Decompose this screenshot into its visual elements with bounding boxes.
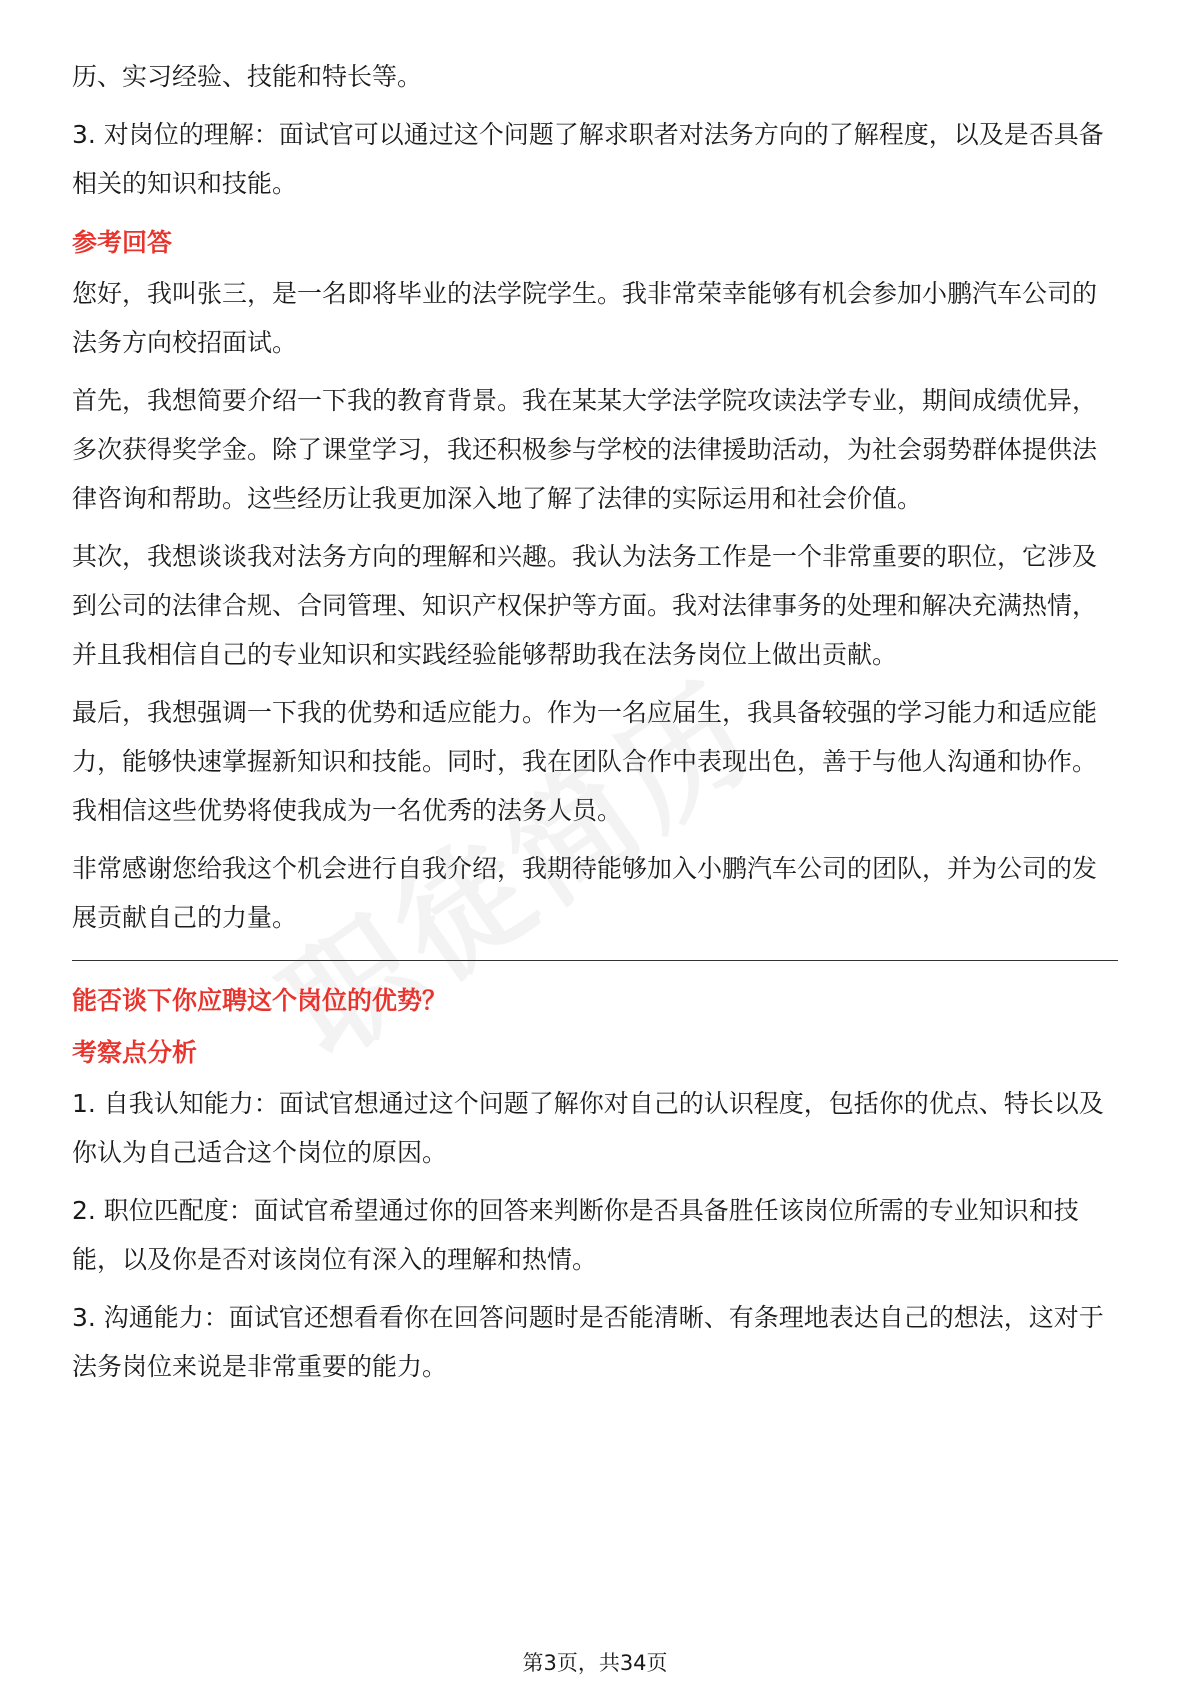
page-content bbox=[72, 52, 1120, 1400]
question-title: 能否谈下你应聘这个岗位的优势？ bbox=[72, 986, 448, 1015]
answer-paragraph: 首先，我想简要介绍一下我的教育背景。我在某某大学法学院攻读法学专业，期间成绩优异，多次获得奖学金。除了课堂学习，我还积极参与学校的法律援助活动，为社会弱势群体提供法律咨询和帮助。这些经历让我更加深入地了解了法律的实际运用和社会价值。 bbox=[72, 386, 1098, 513]
analysis-point: 1. 自我认知能力：面试官想通过这个问题了解你对自己的认识程度，包括你的优点、特长以及你认为自己适合这个岗位的原因。 bbox=[72, 1089, 1104, 1167]
analysis-point: 3. 沟通能力：面试官还想看看你在回答问题时是否能清晰、有条理地表达自己的想法，这对于法务岗位来说是非常重要的能力。 bbox=[72, 1303, 1104, 1381]
analysis-point-3: 3. 对岗位的理解：面试官可以通过这个问题了解求职者对法务方向的了解程度，以及是否具备相关的知识和技能。 bbox=[72, 120, 1104, 198]
page-number: 第3页，共34页 bbox=[522, 1651, 668, 1675]
section-divider bbox=[72, 960, 1118, 961]
answer-paragraph: 其次，我想谈谈我对法务方向的理解和兴趣。我认为法务工作是一个非常重要的职位，它涉及到公司的法律合规、合同管理、知识产权保护等方面。我对法律事务的处理和解决充满热情，并且我相信自己的专业知识和实践经验能够帮助我在法务岗位上做出贡献。 bbox=[72, 542, 1098, 669]
paragraph-continued: 历、实习经验、技能和特长等。 bbox=[72, 62, 423, 91]
answer-paragraph: 最后，我想强调一下我的优势和适应能力。作为一名应届生，我具备较强的学习能力和适应能力，能够快速掌握新知识和技能。同时，我在团队合作中表现出色，善于与他人沟通和协作。我相信这些优势将使我成为一名优秀的法务人员。 bbox=[72, 698, 1098, 825]
analysis-point: 2. 职位匹配度：面试官希望通过你的回答来判断你是否具备胜任该岗位所需的专业知识和技能，以及你是否对该岗位有深入的理解和热情。 bbox=[72, 1196, 1079, 1274]
answer-heading: 参考回答 bbox=[72, 228, 173, 257]
analysis-heading: 考察点分析 bbox=[72, 1038, 198, 1067]
answer-paragraph: 非常感谢您给我这个机会进行自我介绍，我期待能够加入小鹏汽车公司的团队，并为公司的发展贡献自己的力量。 bbox=[72, 854, 1098, 932]
answer-paragraph: 您好，我叫张三，是一名即将毕业的法学院学生。我非常荣幸能够有机会参加小鹏汽车公司的法务方向校招面试。 bbox=[72, 279, 1098, 357]
